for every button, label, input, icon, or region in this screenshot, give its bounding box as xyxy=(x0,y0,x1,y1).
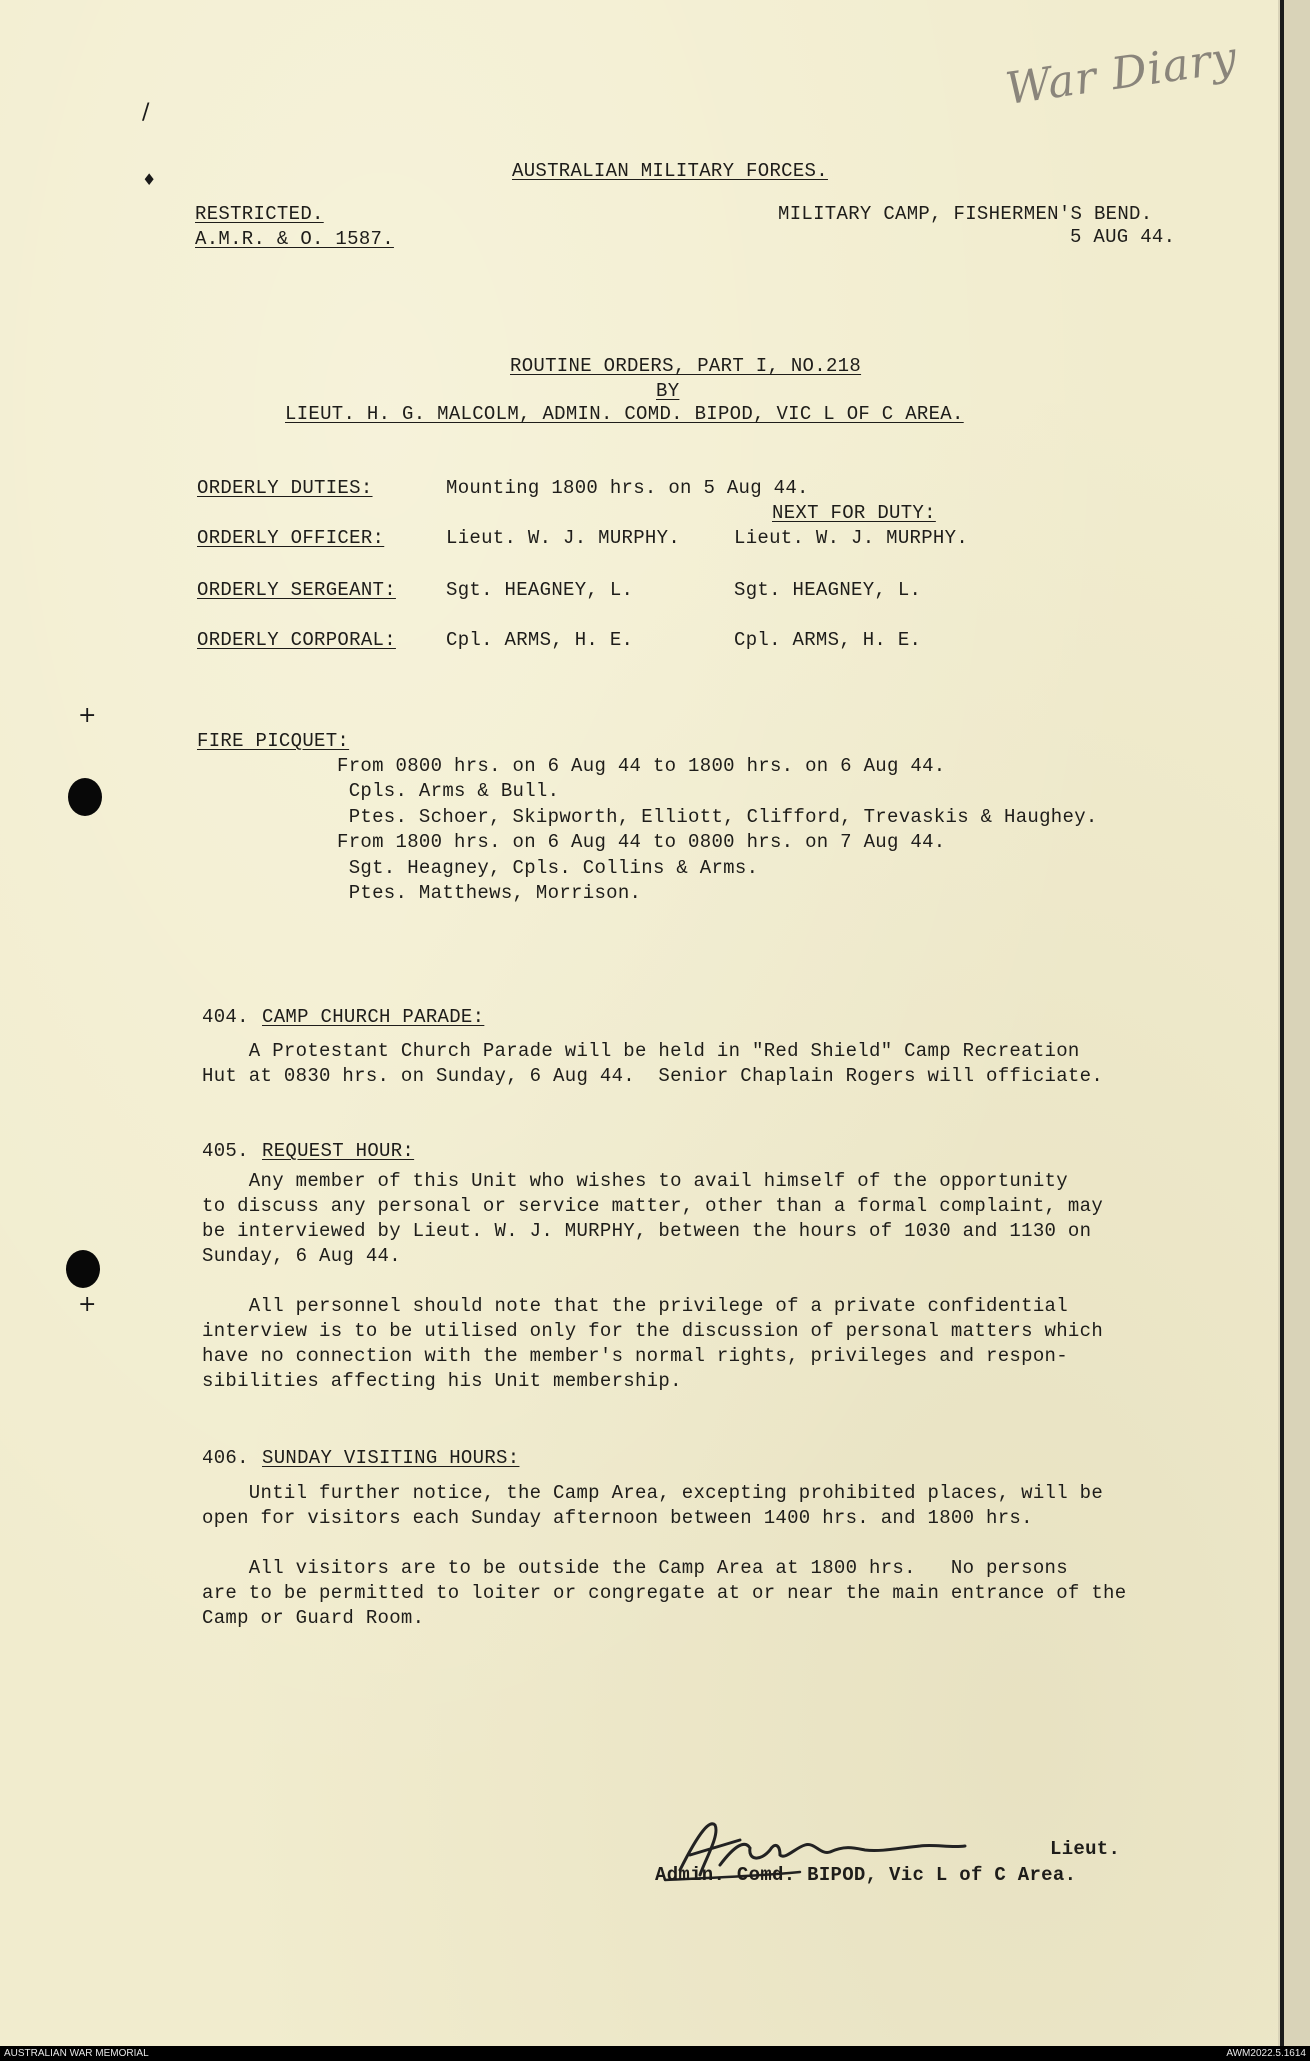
item-line: are to be permitted to loiter or congregate at or near the main entrance of the xyxy=(202,1582,1127,1604)
fire-picquet-line: Cpls. Arms & Bull. xyxy=(337,780,560,802)
handwritten-annotation: War Diary xyxy=(1002,32,1241,115)
duty-current: Cpl. ARMS, H. E. xyxy=(446,629,634,651)
signatory-rank: Lieut. xyxy=(1050,1838,1121,1860)
item-line: All personnel should note that the privilege of a private confidential xyxy=(202,1295,1068,1317)
amr-reference: A.M.R. & O. 1587. xyxy=(195,228,394,250)
location: MILITARY CAMP, FISHERMEN'S BEND. xyxy=(778,203,1153,225)
orders-by: BY xyxy=(656,380,680,402)
item-line: interview is to be utilised only for the discussion of personal matters which xyxy=(202,1320,1104,1342)
item-heading: REQUEST HOUR: xyxy=(262,1140,415,1162)
margin-mark-icon: + xyxy=(78,703,97,728)
item-heading: SUNDAY VISITING HOURS: xyxy=(262,1447,520,1469)
document-date: 5 AUG 44. xyxy=(1070,226,1176,248)
footer-institution: AUSTRALIAN WAR MEMORIAL xyxy=(4,2048,149,2059)
margin-mark-icon: ♦ xyxy=(142,170,157,189)
document-title: AUSTRALIAN MILITARY FORCES. xyxy=(512,160,828,182)
signatory-title: Admin. Comd. BIPOD, Vic L of C Area. xyxy=(655,1864,1077,1886)
item-line: Sunday, 6 Aug 44. xyxy=(202,1245,401,1267)
footer-reference: AWM2022.5.1614 xyxy=(1226,2048,1306,2059)
item-line: have no connection with the member's normal rights, privileges and respon- xyxy=(202,1345,1068,1367)
duty-role-label: ORDERLY CORPORAL: xyxy=(197,629,396,651)
orderly-duties-label: ORDERLY DUTIES: xyxy=(197,477,373,499)
item-line: Camp or Guard Room. xyxy=(202,1607,425,1629)
item-line: A Protestant Church Parade will be held in "Red Shield" Camp Recreation xyxy=(202,1040,1080,1062)
item-heading: CAMP CHURCH PARADE: xyxy=(262,1006,485,1028)
duty-next: Sgt. HEAGNEY, L. xyxy=(734,579,922,601)
item-line: open for visitors each Sunday afternoon between 1400 hrs. and 1800 hrs. xyxy=(202,1507,1033,1529)
item-line: All visitors are to be outside the Camp Area at 1800 hrs. No persons xyxy=(202,1557,1068,1579)
duty-current: Lieut. W. J. MURPHY. xyxy=(446,527,681,549)
next-for-duty-heading: NEXT FOR DUTY: xyxy=(772,502,936,524)
item-line: be interviewed by Lieut. W. J. MURPHY, between the hours of 1030 and 1130 on xyxy=(202,1220,1092,1242)
orders-title: ROUTINE ORDERS, PART I, NO.218 xyxy=(510,355,862,377)
item-line: Hut at 0830 hrs. on Sunday, 6 Aug 44. Senior Chaplain Rogers will officiate. xyxy=(202,1065,1104,1087)
duty-role-label: ORDERLY SERGEANT: xyxy=(197,579,396,601)
item-number: 404. xyxy=(202,1006,249,1028)
fire-picquet-label: FIRE PICQUET: xyxy=(197,730,350,752)
duty-next: Cpl. ARMS, H. E. xyxy=(734,629,922,651)
fire-picquet-line: Ptes. Schoer, Skipworth, Elliott, Clifford, Trevaskis & Haughey. xyxy=(337,806,1098,828)
duty-current: Sgt. HEAGNEY, L. xyxy=(446,579,634,601)
item-number: 406. xyxy=(202,1447,249,1469)
archive-footer xyxy=(0,2046,1310,2061)
punch-hole xyxy=(66,1250,100,1288)
mounting-time: Mounting 1800 hrs. on 5 Aug 44. xyxy=(446,477,809,499)
punch-hole xyxy=(68,778,102,816)
page-edge xyxy=(1278,0,1310,2046)
duty-next: Lieut. W. J. MURPHY. xyxy=(734,527,969,549)
item-number: 405. xyxy=(202,1140,249,1162)
fire-picquet-line: Sgt. Heagney, Cpls. Collins & Arms. xyxy=(337,857,759,879)
restricted-label: RESTRICTED. xyxy=(195,203,324,225)
fire-picquet-line: From 1800 hrs. on 6 Aug 44 to 0800 hrs. on 7 Aug 44. xyxy=(337,831,946,853)
fire-picquet-line: From 0800 hrs. on 6 Aug 44 to 1800 hrs. on 6 Aug 44. xyxy=(337,755,946,777)
item-line: to discuss any personal or service matter, other than a formal complaint, may xyxy=(202,1195,1104,1217)
duty-role-label: ORDERLY OFFICER: xyxy=(197,527,385,549)
fire-picquet-line: Ptes. Matthews, Morrison. xyxy=(337,882,642,904)
item-line: sibilities affecting his Unit membership. xyxy=(202,1370,682,1392)
orders-issuer: LIEUT. H. G. MALCOLM, ADMIN. COMD. BIPOD, VIC L OF C AREA. xyxy=(285,403,964,425)
item-line: Until further notice, the Camp Area, excepting prohibited places, will be xyxy=(202,1482,1104,1504)
margin-mark-icon: + xyxy=(78,1292,97,1317)
item-line: Any member of this Unit who wishes to avail himself of the opportunity xyxy=(202,1170,1068,1192)
margin-mark-icon: / xyxy=(142,100,150,125)
